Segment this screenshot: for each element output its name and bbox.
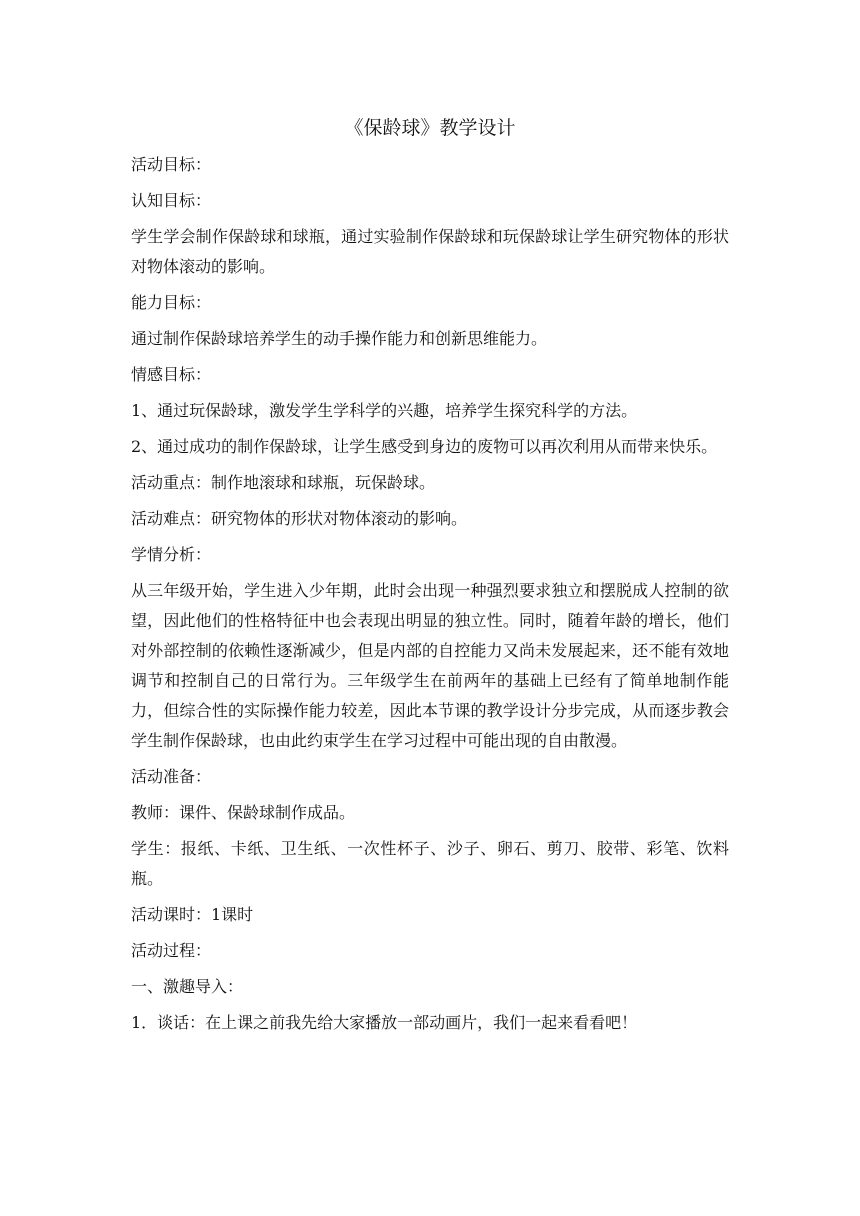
heading-activity-preparation: 活动准备：	[131, 767, 212, 786]
paragraph-teacher-materials: 教师：课件、保龄球制作成品。	[131, 803, 356, 822]
heading-ability-goals: 能力目标：	[131, 293, 212, 312]
paragraph-ability-goals: 通过制作保龄球培养学生的动手操作能力和创新思维能力。	[131, 329, 548, 348]
paragraph-student-materials: 学生：报纸、卡纸、卫生纸、一次性杯子、沙子、卵石、剪刀、胶带、彩笔、饮料瓶。	[131, 839, 729, 888]
paragraph-class-hours: 活动课时：1课时	[131, 905, 254, 924]
heading-introduction: 一、激趣导入：	[131, 977, 244, 996]
document-title: 《保龄球》教学设计	[344, 117, 516, 139]
document-body	[131, 150, 729, 1044]
heading-activity-process: 活动过程：	[131, 941, 212, 960]
paragraph-emotional-goal-1: 1、通过玩保龄球，激发学生学科学的兴趣，培养学生探究科学的方法。	[131, 401, 638, 420]
heading-emotional-goals: 情感目标：	[131, 365, 212, 384]
paragraph-activity-difficulty: 活动难点：研究物体的形状对物体滚动的影响。	[131, 509, 468, 528]
paragraph-emotional-goal-2: 2、通过成功的制作保龄球，让学生感受到身边的废物可以再次利用从而带来快乐。	[131, 437, 718, 456]
heading-student-analysis: 学情分析：	[131, 545, 212, 564]
paragraph-activity-focus: 活动重点：制作地滚球和球瓶，玩保龄球。	[131, 473, 436, 492]
paragraph-student-analysis: 从三年级开始，学生进入少年期，此时会出现一种强烈要求独立和摆脱成人控制的欲望，因此他们的性格特征中也会表现出明显的独立性。同时，随着年龄的增长，他们对外部控制的依赖性逐渐减少，但是内部的自控能力又尚未发展起来，还不能有效地调节和控制自己的日常行为。三年级学生在前两年的基础上已经有了简单地制作能力，但综合性的实际操作能力较差，因此本节课的教学设计分步完成，从而逐步教会学生制作保龄球，也由此约束学生在学习过程中可能出现的自由散漫。	[131, 581, 729, 750]
paragraph-cognitive-goals: 学生学会制作保龄球和球瓶，通过实验制作保龄球和玩保龄球让学生研究物体的形状对物体滚动的影响。	[131, 227, 729, 276]
heading-cognitive-goals: 认知目标：	[131, 191, 212, 210]
heading-activity-goals: 活动目标：	[131, 155, 212, 174]
paragraph-step-1: 1．谈话：在上课之前我先给大家播放一部动画片，我们一起来看看吧！	[131, 1013, 638, 1032]
